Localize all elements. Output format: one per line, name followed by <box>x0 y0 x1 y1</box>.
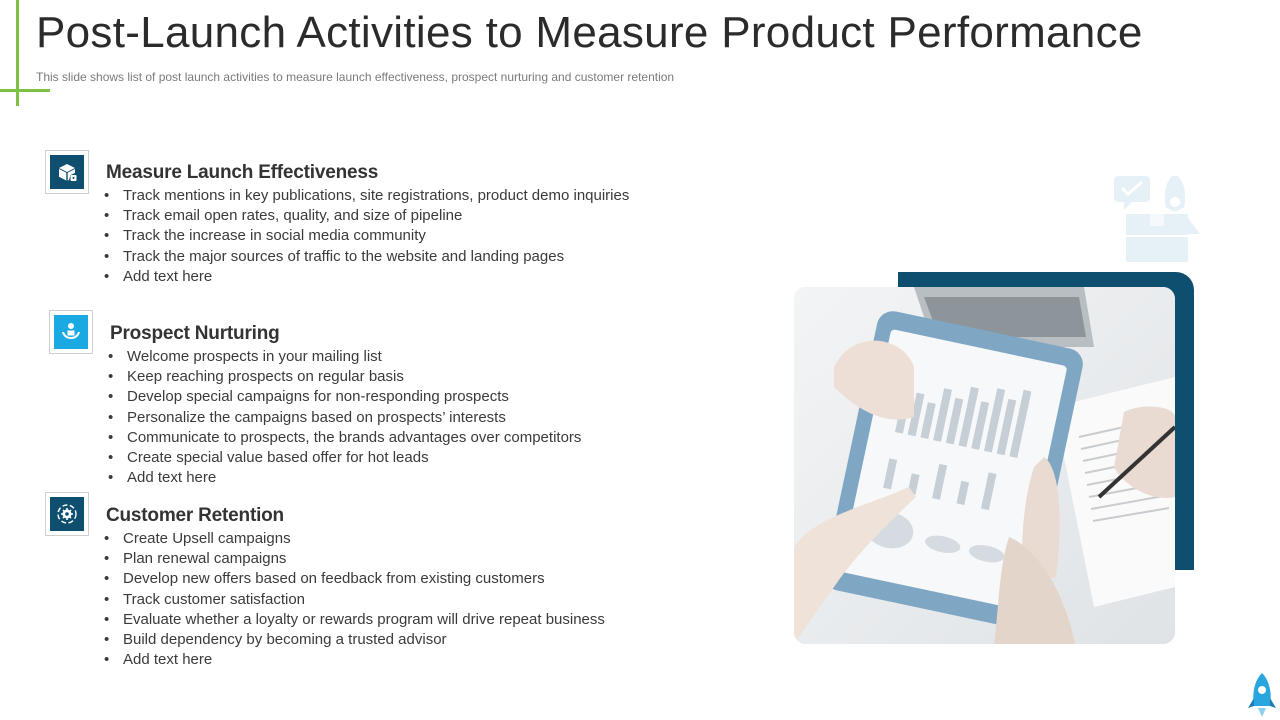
list-item: • Add text here <box>104 650 605 670</box>
slide-title: Post-Launch Activities to Measure Product Performance <box>36 8 1143 57</box>
section-icon-frame <box>45 150 89 194</box>
bullet-list <box>108 347 581 488</box>
list-item: • Add text here <box>104 267 629 287</box>
list-item: • Develop new offers based on feedback from existing customers <box>104 569 605 589</box>
gear-cycle-icon <box>50 497 84 531</box>
section-title: Prospect Nurturing <box>110 323 280 344</box>
list-item: • Track customer satisfaction <box>104 590 605 610</box>
tablet-analytics-photo <box>794 287 1175 644</box>
list-item: • Add text here <box>108 468 581 488</box>
list-item: • Track mentions in key publications, site registrations, product demo inquiries <box>104 186 629 206</box>
list-item: • Track email open rates, quality, and size of pipeline <box>104 206 629 226</box>
list-item: • Track the major sources of traffic to the website and landing pages <box>104 247 629 267</box>
list-item: • Create special value based offer for hot leads <box>108 448 581 468</box>
decorative-launch-icons <box>1112 174 1202 266</box>
list-item: • Welcome prospects in your mailing list <box>108 347 581 367</box>
section-title: Measure Launch Effectiveness <box>106 162 379 183</box>
bullet-list <box>104 529 605 670</box>
list-item: • Create Upsell campaigns <box>104 529 605 549</box>
section-title: Customer Retention <box>106 505 284 526</box>
box-tag-icon <box>50 155 84 189</box>
accent-line-horizontal <box>0 89 50 92</box>
list-item: • Track the increase in social media community <box>104 226 629 246</box>
list-item: • Build dependency by becoming a trusted advisor <box>104 630 605 650</box>
list-item: • Keep reaching prospects on regular basis <box>108 367 581 387</box>
bullet-list <box>104 186 629 287</box>
section-icon-frame <box>45 492 89 536</box>
list-item: • Develop special campaigns for non-responding prospects <box>108 387 581 407</box>
rocket-logo-icon <box>1246 672 1278 718</box>
list-item: • Evaluate whether a loyalty or rewards program will drive repeat business <box>104 610 605 630</box>
slide-subtitle: This slide shows list of post launch activities to measure launch effectiveness, prospect nurturing and customer retention <box>36 70 675 84</box>
list-item: • Personalize the campaigns based on prospects’ interests <box>108 408 581 428</box>
list-item: • Plan renewal campaigns <box>104 549 605 569</box>
section-icon-frame <box>49 310 93 354</box>
list-item: • Communicate to prospects, the brands advantages over competitors <box>108 428 581 448</box>
hand-person-icon <box>54 315 88 349</box>
